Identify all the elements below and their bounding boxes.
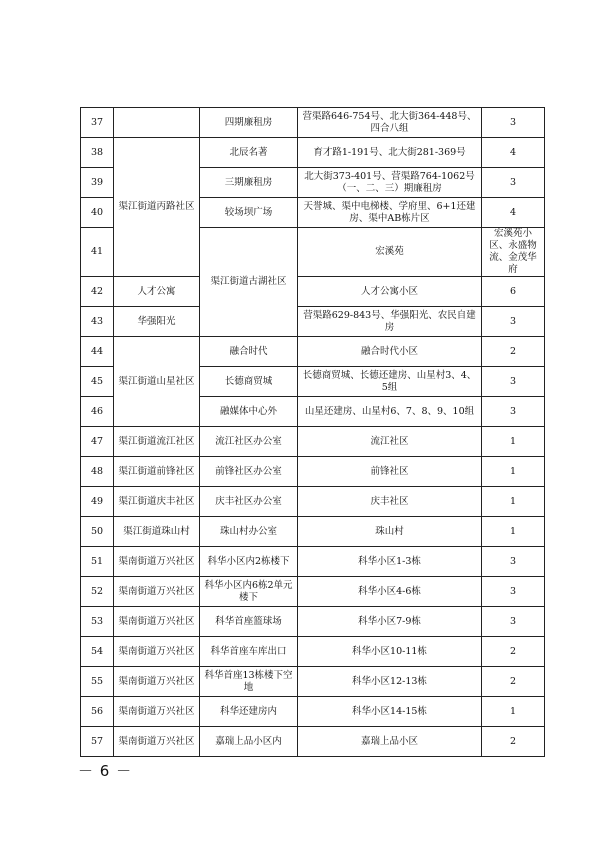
row-number-cell: 54 (81, 637, 114, 667)
site-cell: 人才公寓 (114, 277, 200, 307)
site-cell: 科华小区内6栋2单元楼下 (200, 577, 298, 607)
table-row (81, 667, 545, 697)
count-cell: 3 (482, 577, 545, 607)
row-number-cell: 38 (81, 138, 114, 168)
community-cell: 渠江街道山星社区 (114, 337, 200, 427)
row-number-cell: 40 (81, 198, 114, 228)
count-cell: 3 (482, 397, 545, 427)
community-cell (114, 108, 200, 138)
community-cell: 渠南街道万兴社区 (114, 667, 200, 697)
row-number-cell: 49 (81, 487, 114, 517)
table-row (81, 138, 545, 168)
row-number-cell: 53 (81, 607, 114, 637)
coverage-area-cell: 育才路1-191号、北大街281-369号 (298, 138, 482, 168)
table-row (81, 697, 545, 727)
site-cell: 前锋社区办公室 (200, 457, 298, 487)
coverage-area-cell: 宏溪苑小区、永盛物流、金茂华府 (482, 228, 545, 277)
site-cell: 嘉瑞上品小区内 (200, 727, 298, 757)
count-cell: 1 (482, 457, 545, 487)
site-cell: 融合时代 (200, 337, 298, 367)
community-cell: 渠南街道万兴社区 (114, 547, 200, 577)
site-cell: 宏溪苑 (298, 228, 482, 277)
count-cell: 2 (482, 727, 545, 757)
community-cell: 渠江街道前锋社区 (114, 457, 200, 487)
page-number: － 6 － (78, 762, 133, 780)
community-cell: 渠南街道万兴社区 (114, 607, 200, 637)
row-number-cell: 46 (81, 397, 114, 427)
row-number-cell: 50 (81, 517, 114, 547)
site-cell: 科华还建房内 (200, 697, 298, 727)
count-cell: 3 (482, 547, 545, 577)
row-number-cell: 45 (81, 367, 114, 397)
table-row (81, 517, 545, 547)
coverage-area-cell: 科华小区1-3栋 (298, 547, 482, 577)
community-cell: 渠江街道古湖社区 (200, 228, 298, 337)
site-cell: 科华首座13栋楼下空地 (200, 667, 298, 697)
table-row (81, 637, 545, 667)
table-row (81, 457, 545, 487)
count-cell: 1 (482, 697, 545, 727)
site-cell: 四期廉租房 (200, 108, 298, 138)
coverage-area-cell: 融合时代小区 (298, 337, 482, 367)
table-row (81, 277, 545, 307)
coverage-area-cell: 北大街373-401号、营渠路764-1062号（一、二、三）期廉租房 (298, 168, 482, 198)
community-cell: 渠南街道万兴社区 (114, 637, 200, 667)
site-cell: 华强阳光 (114, 307, 200, 337)
coverage-area-cell: 营渠路629-843号、华强阳光、农民自建房 (298, 307, 482, 337)
count-cell: 3 (482, 607, 545, 637)
count-cell: 2 (482, 667, 545, 697)
row-number-cell: 39 (81, 168, 114, 198)
row-number-cell: 37 (81, 108, 114, 138)
count-cell: 3 (482, 367, 545, 397)
coverage-area-cell: 科华小区10-11栋 (298, 637, 482, 667)
row-number-cell: 47 (81, 427, 114, 457)
site-cell: 融媒体中心外 (200, 397, 298, 427)
coverage-area-cell: 山星还建房、山星村6、7、8、9、10组 (298, 397, 482, 427)
community-cell: 渠南街道万兴社区 (114, 577, 200, 607)
site-cell: 流江社区办公室 (200, 427, 298, 457)
table-row (81, 487, 545, 517)
table-row (81, 547, 545, 577)
coverage-area-cell: 营渠路646-754号、北大街364-448号、四合八组 (298, 108, 482, 138)
count-cell: 1 (482, 427, 545, 457)
coverage-area-cell: 庆丰社区 (298, 487, 482, 517)
row-number-cell: 48 (81, 457, 114, 487)
row-number-cell: 51 (81, 547, 114, 577)
site-cell: 较场坝广场 (200, 198, 298, 228)
community-cell: 渠江街道庆丰社区 (114, 487, 200, 517)
row-number-cell: 44 (81, 337, 114, 367)
count-cell: 4 (482, 198, 545, 228)
coverage-area-cell: 人才公寓小区 (298, 277, 482, 307)
row-number-cell: 43 (81, 307, 114, 337)
table-row (81, 607, 545, 637)
row-number-cell: 42 (81, 277, 114, 307)
count-cell: 6 (482, 277, 545, 307)
count-cell: 1 (482, 517, 545, 547)
coverage-area-cell: 嘉瑞上品小区 (298, 727, 482, 757)
community-cell: 渠江街道珠山村 (114, 517, 200, 547)
community-cell: 渠南街道万兴社区 (114, 697, 200, 727)
row-number-cell: 41 (81, 228, 114, 277)
count-cell: 3 (482, 307, 545, 337)
site-cell: 三期廉租房 (200, 168, 298, 198)
row-number-cell: 55 (81, 667, 114, 697)
coverage-area-cell: 科华小区12-13栋 (298, 667, 482, 697)
row-number-cell: 52 (81, 577, 114, 607)
table-row (81, 727, 545, 757)
table-body (81, 108, 545, 757)
site-cell: 科华首座篮球场 (200, 607, 298, 637)
site-cell: 北辰名著 (200, 138, 298, 168)
coverage-area-cell: 科华小区4-6栋 (298, 577, 482, 607)
table-row (81, 108, 545, 138)
coverage-area-cell: 珠山村 (298, 517, 482, 547)
coverage-area-cell: 科华小区14-15栋 (298, 697, 482, 727)
table-row (81, 577, 545, 607)
table-row (81, 427, 545, 457)
site-cell: 庆丰社区办公室 (200, 487, 298, 517)
table-row (81, 337, 545, 367)
community-cell: 渠南街道万兴社区 (114, 727, 200, 757)
coverage-area-cell: 流江社区 (298, 427, 482, 457)
site-cell: 科华小区内2栋楼下 (200, 547, 298, 577)
count-cell: 2 (482, 637, 545, 667)
table-row (81, 307, 545, 337)
count-cell: 1 (482, 487, 545, 517)
count-cell: 3 (482, 168, 545, 198)
coverage-area-cell: 前锋社区 (298, 457, 482, 487)
site-cell: 科华首座车库出口 (200, 637, 298, 667)
sampling-site-table (80, 107, 545, 757)
coverage-area-cell: 天誉城、渠中电梯楼、学府里、6+1还建房、渠中AB栋片区 (298, 198, 482, 228)
count-cell: 2 (482, 337, 545, 367)
community-cell: 渠江街道流江社区 (114, 427, 200, 457)
community-cell: 渠江街道丙路社区 (114, 138, 200, 277)
coverage-area-cell: 长德商贸城、长德还建房、山星村3、4、5组 (298, 367, 482, 397)
count-cell: 3 (482, 108, 545, 138)
row-number-cell: 57 (81, 727, 114, 757)
row-number-cell: 56 (81, 697, 114, 727)
coverage-area-cell: 科华小区7-9栋 (298, 607, 482, 637)
site-cell: 长德商贸城 (200, 367, 298, 397)
site-cell: 珠山村办公室 (200, 517, 298, 547)
count-cell: 4 (482, 138, 545, 168)
